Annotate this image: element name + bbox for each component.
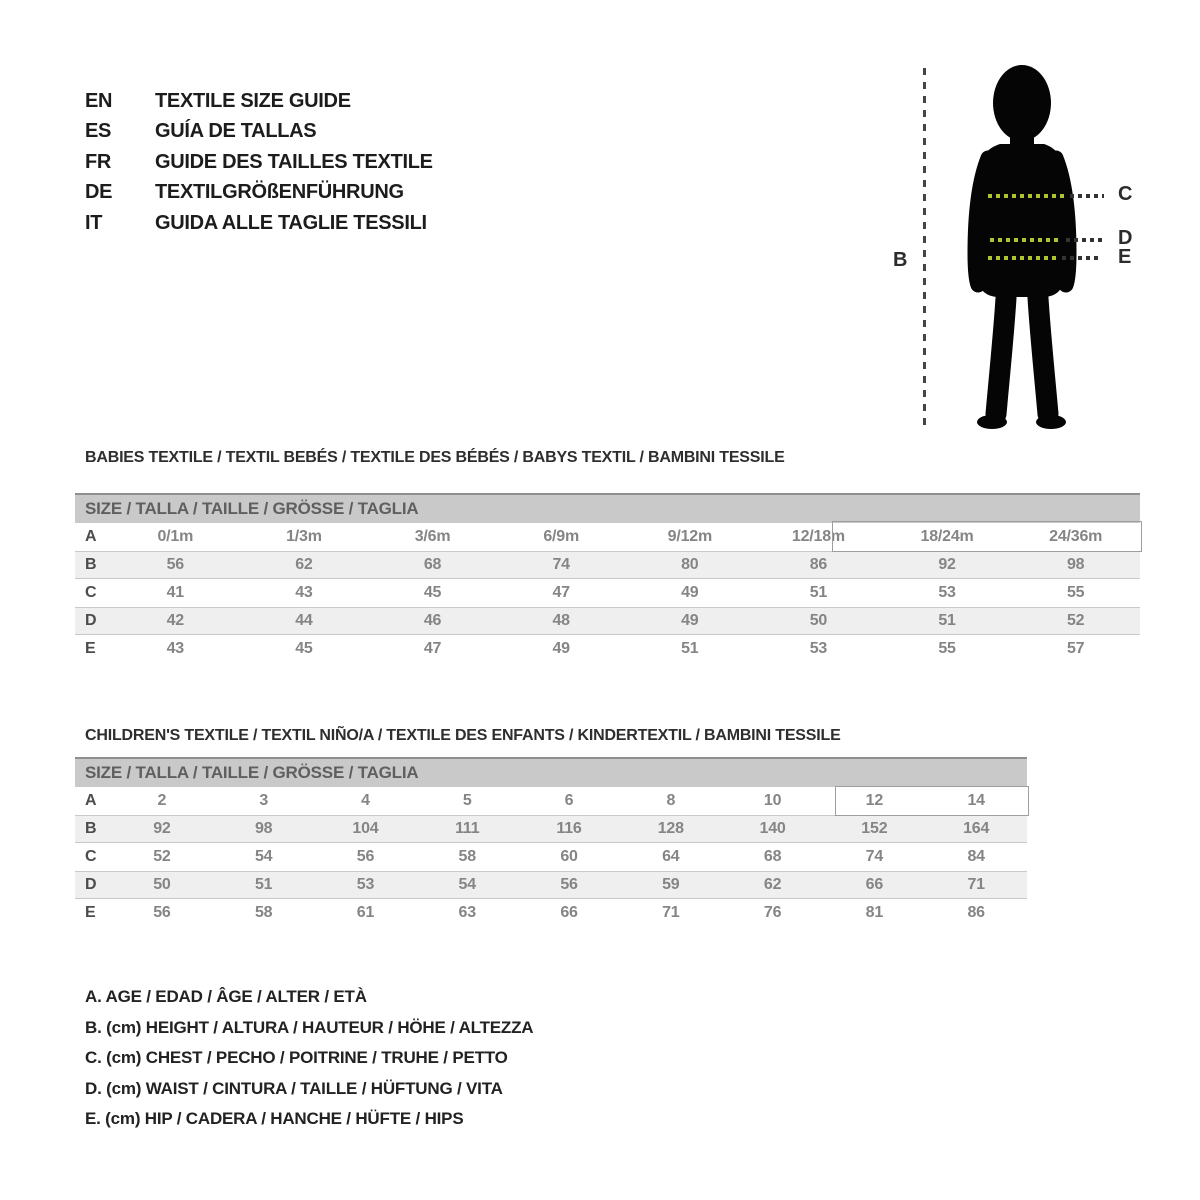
table-cell: 14 — [967, 792, 985, 809]
table-cell: 62 — [295, 556, 313, 573]
table-cell: 71 — [662, 904, 680, 921]
table-cell: 116 — [556, 820, 582, 837]
table-cell: 10 — [763, 792, 782, 809]
table-cell: 52 — [153, 848, 171, 865]
table-cell: 49 — [681, 612, 699, 629]
language-row-it — [85, 208, 433, 239]
table-cell: 48 — [552, 612, 570, 629]
row-label: C — [85, 848, 97, 865]
table-cell: 47 — [423, 640, 442, 657]
table-cell: 61 — [356, 904, 375, 921]
table-row-hip — [75, 635, 1140, 663]
table-cell: 47 — [552, 584, 570, 601]
language-code: ES — [85, 120, 112, 143]
table-cell: 0/1m — [157, 528, 194, 545]
table-cell: 66 — [560, 904, 578, 921]
language-title-list — [85, 86, 433, 239]
guide-title: GUÍA DE TALLAS — [155, 120, 317, 143]
row-label: C — [85, 584, 97, 601]
hip-measure-dotted-line — [988, 256, 1060, 260]
size-header-bar — [75, 495, 1140, 523]
table-cell: 12/18m — [791, 528, 845, 545]
size-header-label: SIZE / TALLA / TAILLE / GRÖSSE / TAGLIA — [85, 499, 419, 518]
guide-title: GUIDE DES TAILLES TEXTILE — [155, 150, 433, 173]
table-cell: 41 — [166, 584, 185, 601]
table-cell: 104 — [352, 820, 379, 837]
legend-age: A. AGE / EDAD / ÂGE / ALTER / ETÀ — [85, 987, 367, 1007]
table-cell: 56 — [153, 904, 171, 921]
table-cell: 74 — [552, 556, 570, 573]
table-cell: 58 — [254, 904, 273, 921]
table-cell: 92 — [153, 820, 171, 837]
language-row-de — [85, 178, 433, 209]
children-size-highlight-box — [835, 786, 1029, 816]
table-cell: 2 — [157, 792, 167, 809]
row-label: A — [85, 792, 97, 809]
table-cell: 45 — [423, 584, 442, 601]
measurement-legend — [85, 982, 533, 1135]
table-cell: 6/9m — [543, 528, 580, 545]
table-cell: 1/3m — [286, 528, 322, 545]
table-cell: 4 — [361, 792, 370, 809]
table-row-waist — [75, 607, 1140, 635]
table-cell: 74 — [865, 848, 884, 865]
table-cell: 51 — [938, 612, 956, 629]
legend-height: B. (cm) HEIGHT / ALTURA / HAUTEUR / HÖHE / ALTEZZA — [85, 1017, 534, 1037]
babies-section-heading: BABIES TEXTILE / TEXTIL BEBÉS / TEXTILE DES BÉBÉS / BABYS TEXTIL / BAMBINI TESSILE — [85, 449, 785, 466]
table-cell: 9/12m — [667, 528, 712, 545]
table-cell: 18/24m — [920, 528, 974, 545]
table-cell: 66 — [865, 876, 884, 893]
waist-measure-dotted-line — [990, 238, 1060, 242]
table-cell: 59 — [662, 876, 680, 893]
table-cell: 60 — [560, 848, 578, 865]
table-cell: 52 — [1066, 612, 1085, 629]
table-cell: 51 — [254, 876, 273, 893]
table-cell: 46 — [423, 612, 442, 629]
language-code: IT — [85, 211, 103, 234]
table-cell: 68 — [763, 848, 782, 865]
height-measure-dashed-line — [923, 68, 926, 432]
table-cell: 42 — [166, 612, 185, 629]
table-cell: 44 — [295, 612, 313, 629]
table-cell: 98 — [254, 820, 273, 837]
table-cell: 56 — [166, 556, 185, 573]
table-cell: 53 — [356, 876, 375, 893]
language-row-es — [85, 117, 433, 148]
table-cell: 53 — [938, 584, 956, 601]
table-cell: 5 — [462, 792, 472, 809]
table-cell: 111 — [455, 820, 480, 837]
table-row-waist — [75, 871, 1027, 899]
table-cell: 49 — [552, 640, 570, 657]
height-measure-label: B — [893, 249, 908, 271]
language-code: FR — [85, 150, 112, 173]
table-cell: 43 — [166, 640, 185, 657]
table-cell: 24/36m — [1049, 528, 1103, 545]
table-cell: 84 — [967, 848, 985, 865]
table-row-chest — [75, 843, 1027, 871]
table-cell: 62 — [763, 876, 782, 893]
table-cell: 68 — [423, 556, 442, 573]
table-cell: 3/6m — [414, 528, 451, 545]
chest-measure-leader-dots — [1070, 194, 1104, 198]
table-cell: 81 — [865, 904, 884, 921]
table-cell: 86 — [809, 556, 828, 573]
language-code: DE — [85, 181, 113, 204]
table-cell: 92 — [938, 556, 956, 573]
table-cell: 53 — [809, 640, 828, 657]
hip-measure-label: E — [1118, 246, 1132, 268]
row-label: B — [85, 556, 97, 573]
guide-title: TEXTILGRÖßENFÜHRUNG — [155, 181, 404, 204]
table-cell: 58 — [458, 848, 476, 865]
table-cell: 56 — [356, 848, 375, 865]
size-header-bar — [75, 759, 1027, 787]
babies-size-highlight-box — [832, 521, 1142, 552]
chest-measure-label: C — [1118, 183, 1133, 205]
table-cell: 152 — [861, 820, 888, 837]
table-cell: 164 — [963, 820, 990, 837]
table-cell: 71 — [967, 876, 985, 893]
table-cell: 140 — [759, 820, 786, 837]
table-cell: 6 — [564, 792, 574, 809]
legend-chest: C. (cm) CHEST / PECHO / POITRINE / TRUHE / PETTO — [85, 1048, 508, 1068]
table-cell: 50 — [809, 612, 828, 629]
table-cell: 54 — [254, 848, 273, 865]
table-cell: 45 — [295, 640, 313, 657]
table-cell: 76 — [763, 904, 782, 921]
table-cell: 55 — [938, 640, 956, 657]
table-cell: 51 — [809, 584, 828, 601]
children-section-heading: CHILDREN'S TEXTILE / TEXTIL NIÑO/A / TEXTILE DES ENFANTS / KINDERTEXTIL / BAMBINI TESSILE — [85, 727, 841, 744]
size-header-label: SIZE / TALLA / TAILLE / GRÖSSE / TAGLIA — [85, 763, 419, 782]
row-label: A — [85, 528, 97, 545]
table-cell: 43 — [295, 584, 313, 601]
table-cell: 57 — [1066, 640, 1085, 657]
table-cell: 50 — [153, 876, 171, 893]
waist-measure-leader-dots — [1066, 238, 1102, 242]
babies-size-table — [75, 493, 1140, 663]
language-code: EN — [85, 89, 113, 112]
children-size-table — [75, 757, 1027, 927]
table-row-hip — [75, 899, 1027, 927]
table-row-height — [75, 815, 1027, 843]
table-cell: 128 — [657, 820, 684, 837]
row-label: D — [85, 612, 97, 629]
legend-waist: D. (cm) WAIST / CINTURA / TAILLE / HÜFTUNG / VITA — [85, 1078, 503, 1098]
table-cell: 12 — [865, 792, 884, 809]
waist-measure-label: D — [1118, 227, 1133, 249]
row-label: D — [85, 876, 97, 893]
row-label: B — [85, 820, 97, 837]
table-cell: 55 — [1066, 584, 1085, 601]
table-cell: 86 — [967, 904, 985, 921]
guide-title: TEXTILE SIZE GUIDE — [155, 89, 351, 112]
table-cell: 3 — [259, 792, 269, 809]
hip-measure-leader-dots — [1062, 256, 1100, 260]
language-row-fr — [85, 147, 433, 178]
table-cell: 64 — [662, 848, 680, 865]
row-label: E — [85, 904, 96, 921]
table-cell: 8 — [666, 792, 676, 809]
table-cell: 51 — [681, 640, 699, 657]
row-label: E — [85, 640, 96, 657]
table-row-chest — [75, 579, 1140, 607]
table-cell: 98 — [1066, 556, 1085, 573]
legend-hip: E. (cm) HIP / CADERA / HANCHE / HÜFTE / HIPS — [85, 1109, 464, 1129]
table-cell: 49 — [681, 584, 699, 601]
table-cell: 54 — [458, 876, 476, 893]
table-row-height — [75, 551, 1140, 579]
table-cell: 63 — [458, 904, 476, 921]
child-silhouette — [950, 58, 1090, 436]
table-cell: 56 — [560, 876, 578, 893]
guide-title: GUIDA ALLE TAGLIE TESSILI — [155, 211, 427, 234]
table-cell: 80 — [681, 556, 699, 573]
language-row-en — [85, 86, 433, 117]
chest-measure-dotted-line — [988, 194, 1064, 198]
